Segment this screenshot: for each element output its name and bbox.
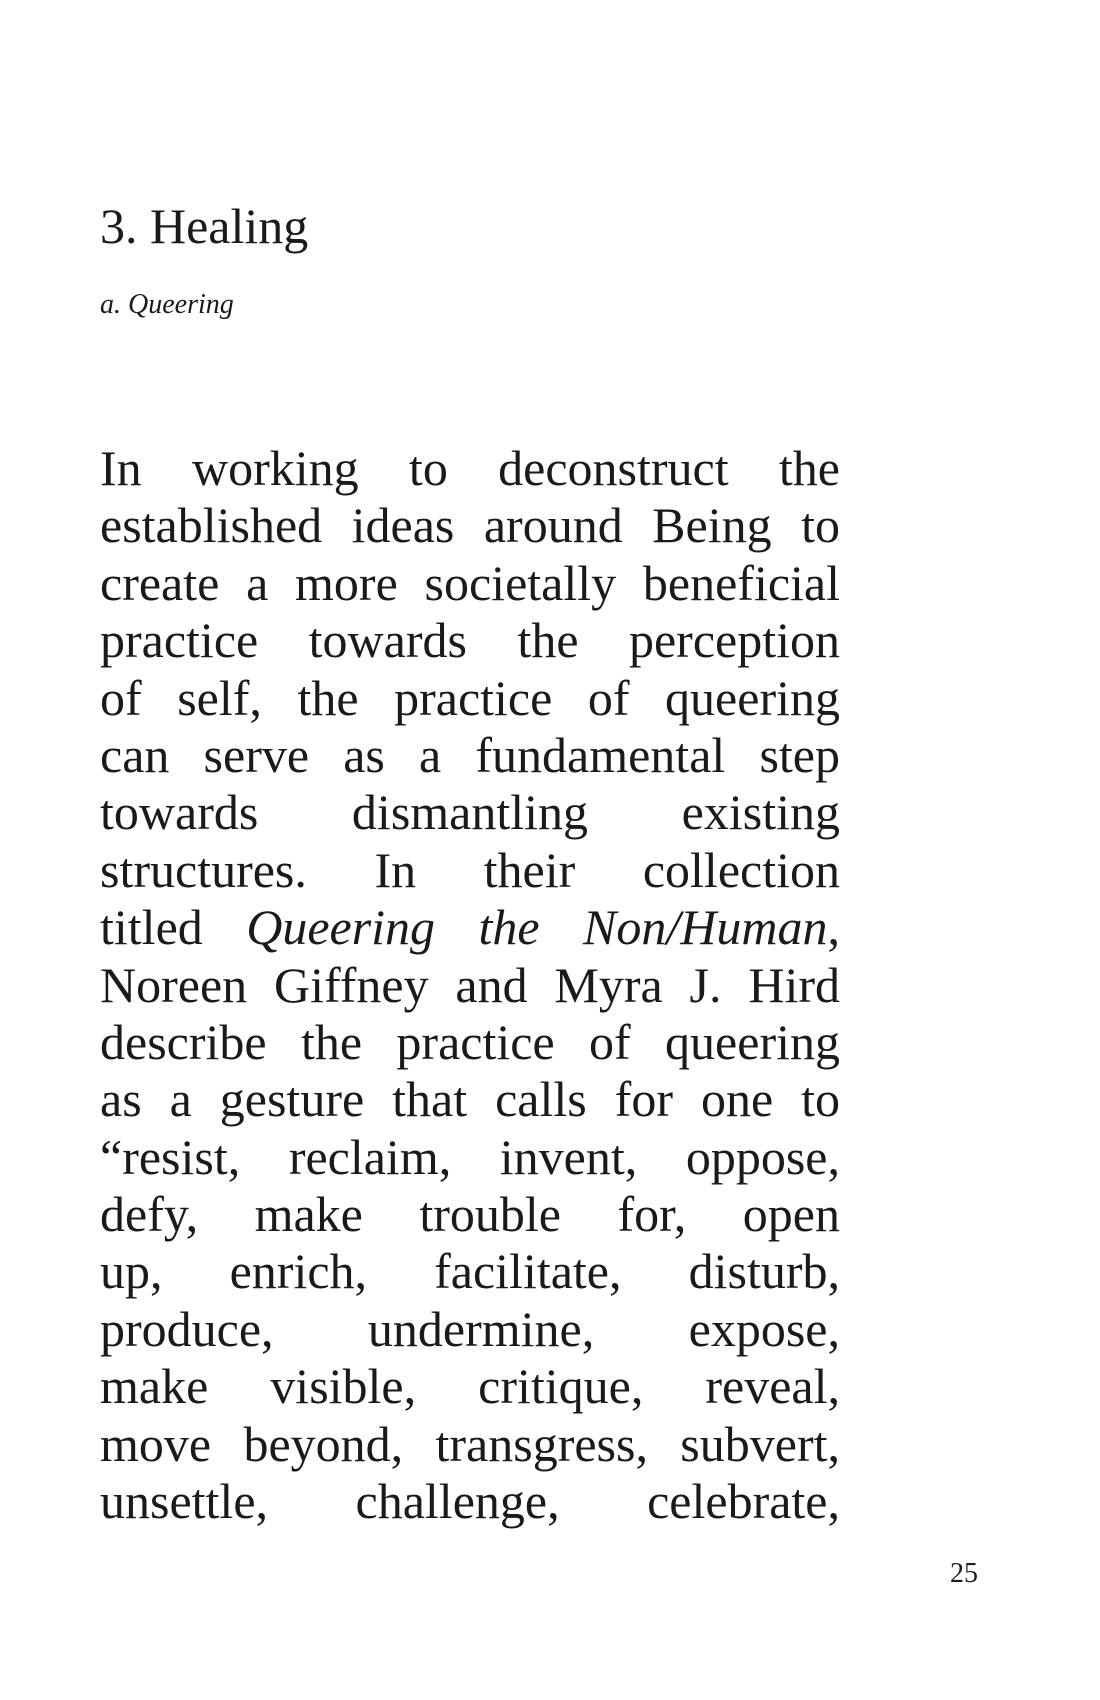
text-line: make visible, critique, reveal, bbox=[100, 1358, 840, 1415]
book-title: Queering the Non/Human bbox=[246, 899, 828, 956]
text-line: create a more societally beneficial bbox=[100, 554, 840, 611]
subsection-heading: a. Queering bbox=[100, 289, 234, 320]
text-line: up, enrich, facilitate, disturb, bbox=[100, 1243, 840, 1300]
text-line: practice towards the perception bbox=[100, 612, 840, 669]
text-line: unsettle, challenge, celebrate, bbox=[100, 1473, 840, 1530]
text-line: describe the practice of queering bbox=[100, 1013, 840, 1070]
text-line: produce, undermine, expose, bbox=[100, 1300, 840, 1357]
text-line: towards dismantling existing bbox=[100, 784, 840, 841]
body-paragraph bbox=[100, 440, 840, 1530]
text-line: “resist, reclaim, invent, oppose, bbox=[100, 1128, 840, 1185]
section-heading: 3. Healing bbox=[100, 198, 309, 254]
text-line: Noreen Giffney and Myra J. Hird bbox=[100, 956, 840, 1013]
text-line: of self, the practice of queering bbox=[100, 669, 840, 726]
text-line: structures. In their collection bbox=[100, 841, 840, 898]
text-fragment: titled bbox=[100, 899, 203, 956]
text-line: In working to deconstruct the bbox=[100, 440, 840, 496]
text-line: established ideas around Being to bbox=[100, 497, 840, 554]
page-number: 25 bbox=[950, 1558, 978, 1589]
text-line: as a gesture that calls for one to bbox=[100, 1071, 840, 1128]
text-line-with-title bbox=[100, 899, 840, 956]
text-line: can serve as a fundamental step bbox=[100, 726, 840, 783]
text-line: move beyond, transgress, subvert, bbox=[100, 1415, 840, 1472]
text-line: defy, make trouble for, open bbox=[100, 1186, 840, 1243]
text-fragment: , bbox=[827, 899, 840, 956]
